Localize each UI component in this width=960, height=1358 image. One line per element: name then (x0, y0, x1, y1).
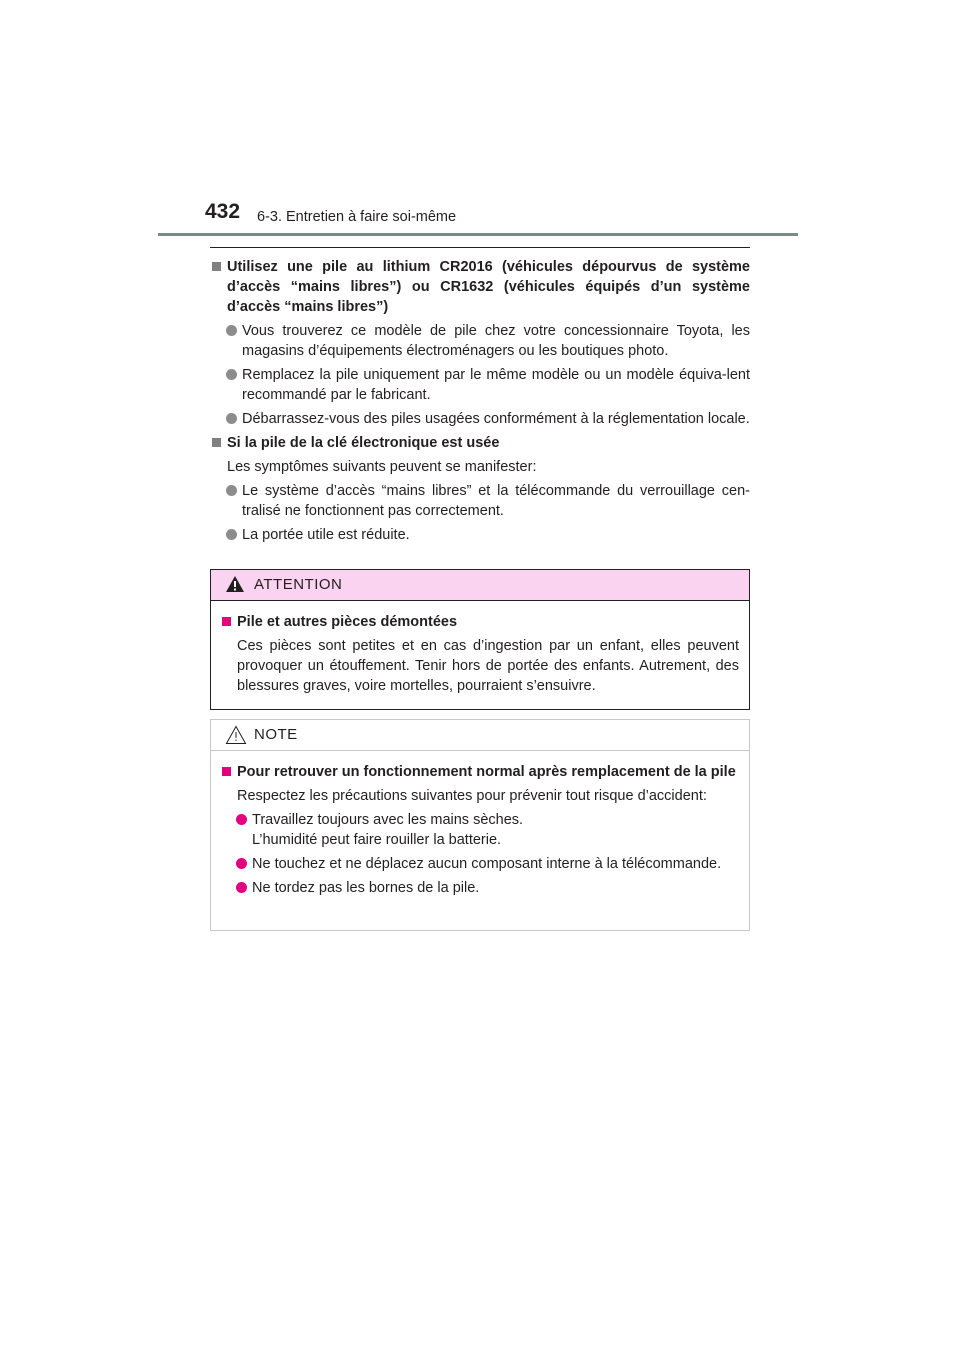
list-item: Travaillez toujours avec les mains sèches. L’humidité peut faire rouiller la batterie. (236, 810, 739, 850)
note-header (211, 720, 749, 751)
note-label: NOTE (254, 726, 298, 743)
round-bullet-icon (226, 325, 237, 336)
list-item: La portée utile est réduite. (226, 525, 750, 545)
round-bullet-icon (226, 413, 237, 424)
caution-outline-icon (225, 725, 247, 745)
square-bullet-icon (212, 438, 221, 447)
list-item: Ne tordez pas les bornes de la pile. (236, 878, 739, 898)
attention-label: ATTENTION (254, 576, 343, 593)
note-box (210, 719, 750, 931)
attention-text: Ces pièces sont petites et en cas d’ingestion par un enfant, elles peuvent provoquer un étouffement. Tenir hors de portée des enfants. Autrement, des blessures graves, voire mortelles, pourraient s’ensuivre. (237, 638, 739, 694)
square-bullet-icon (222, 617, 231, 626)
section-title: 6-3. Entretien à faire soi-même (257, 209, 457, 225)
list-item: Remplacez la pile uniquement par le même modèle ou un modèle équiva-lent recommandé par le fabricant. (226, 365, 750, 405)
list-item: Vous trouverez ce modèle de pile chez votre concessionnaire Toyota, les magasins d’équipements électroménagers ou les boutiques photo. (226, 321, 750, 361)
attention-heading: Pile et autres pièces démontées (222, 612, 739, 632)
intro-text: Les symptômes suivants peuvent se manifester: (227, 459, 537, 475)
heading-battery-type: Utilisez une pile au lithium CR2016 (véhicules dépourvus de système d’accès “mains libres”) ou CR1632 (véhicules équipés d’un système d’accès “mains libres”) (212, 257, 750, 317)
list-item: Ne touchez et ne déplacez aucun composant interne à la télécommande. (236, 854, 739, 874)
heading-battery-low: Si la pile de la clé électronique est usée (212, 433, 750, 453)
attention-header (211, 570, 749, 601)
round-bullet-icon (226, 529, 237, 540)
square-bullet-icon (222, 767, 231, 776)
main-content (212, 257, 750, 549)
square-bullet-icon (212, 262, 221, 271)
round-bullet-icon (226, 485, 237, 496)
section-divider (210, 247, 750, 248)
page-number: 432 (205, 200, 241, 223)
round-bullet-icon (236, 814, 247, 825)
note-intro: Respectez les précautions suivantes pour prévenir tout risque d’accident: (237, 788, 707, 804)
warning-icon (225, 575, 245, 593)
attention-body (222, 612, 739, 700)
note-heading: Pour retrouver un fonctionnement normal après remplacement de la pile (222, 762, 739, 782)
list-item: Débarrassez-vous des piles usagées conformément à la réglementation locale. (226, 409, 750, 429)
round-bullet-icon (226, 369, 237, 380)
list-item: Le système d’accès “mains libres” et la télécommande du verrouillage cen-tralisé ne fonctionnent pas correctement. (226, 481, 750, 521)
round-bullet-icon (236, 882, 247, 893)
round-bullet-icon (236, 858, 247, 869)
note-body (222, 762, 739, 902)
header-rule (158, 233, 798, 236)
attention-box (210, 569, 750, 710)
